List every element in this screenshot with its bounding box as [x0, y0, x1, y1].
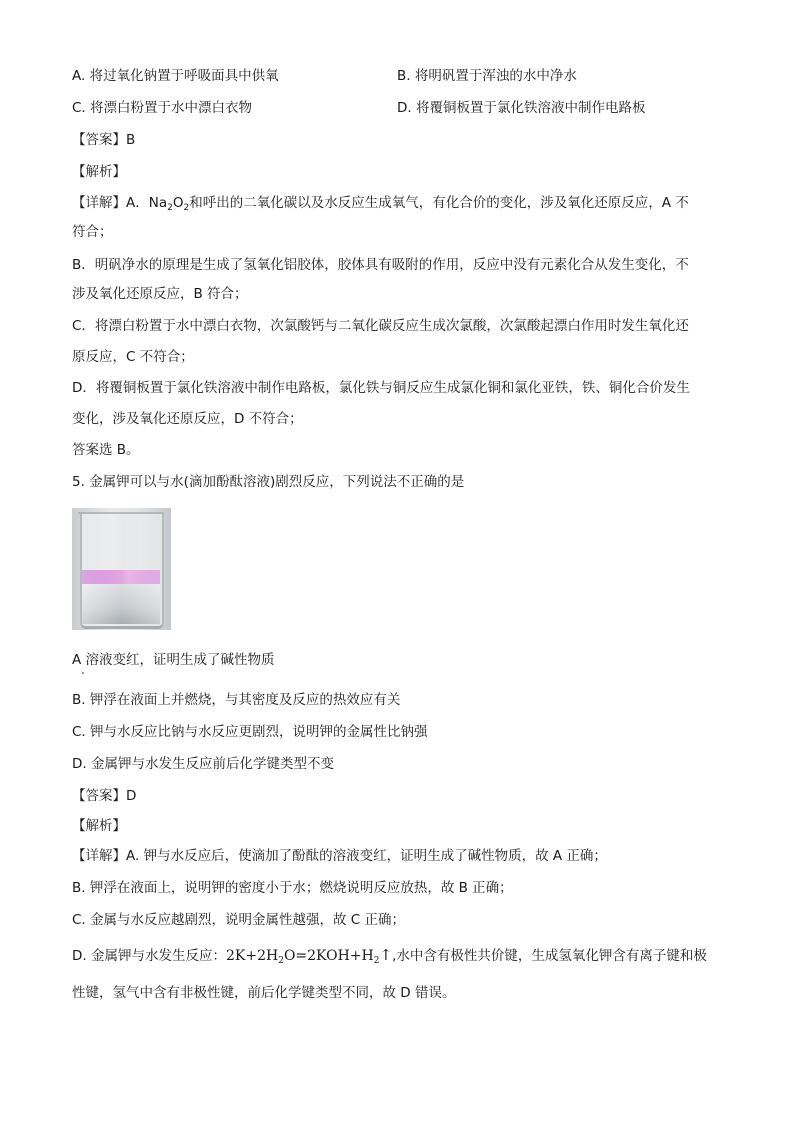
- beaker-photo: [72, 508, 171, 630]
- q5-detail-d-prefix: D. 金属钾与水发生反应：: [72, 948, 226, 964]
- eq-part2: O=2KOH+H: [283, 948, 374, 964]
- q5-detail-c: C. 金属与水反应越剧烈，说明金属性越强，故 C 正确；: [72, 912, 406, 928]
- q4-detail-b-line2: 涉及氧化还原反应，B 符合；: [72, 286, 248, 302]
- q4-detail-a-prefix: 【详解】A．Na: [72, 195, 168, 211]
- q4-option-a: A. 将过氧化钠置于呼吸面具中供氧: [72, 68, 279, 84]
- q4-conclusion: 答案选 B。: [72, 442, 140, 458]
- q5-option-b: B. 钾浮在液面上并燃烧，与其密度及反应的热效应有关: [72, 692, 401, 708]
- q4-detail-a: [72, 193, 689, 213]
- q5-detail-a: 【详解】A. 钾与水反应后，使滴加了酚酞的溶液变红，证明生成了碱性物质，故 A 正确；: [72, 848, 607, 864]
- q5-stem: 5. 金属钾可以与水(滴加酚酞溶液)剧烈反应，下列说法不正确的是: [72, 474, 465, 490]
- q5-option-c: C. 钾与水反应比钠与水反应更剧烈，说明钾的金属性比钠强: [72, 724, 428, 740]
- q4-option-b: B. 将明矾置于浑浊的水中净水: [397, 68, 577, 84]
- q5-option-d: D. 金属钾与水发生反应前后化学键类型不变: [72, 756, 334, 772]
- gas-arrow-icon: ↑: [379, 946, 393, 964]
- q4-detail-d-line1: D．将覆铜板置于氯化铁溶液中制作电路板，氯化铁与铜反应生成氯化铜和氯化亚铁，铁、铜化合价发生: [72, 380, 690, 396]
- q4-detail-c-line1: C．将漂白粉置于水中漂白衣物，次氯酸钙与二氧化碳反应生成次氯酸，次氯酸起漂白作用时发生氧化还: [72, 318, 689, 334]
- q4-analysis-label: 【解析】: [72, 164, 126, 180]
- q4-detail-d-line2: 变化，涉及氧化还原反应，D 不符合；: [72, 411, 303, 427]
- reaction-equation: [226, 948, 392, 964]
- q4-detail-a-rest: 和呼出的二氧化碳以及水反应生成氧气，有化合价的变化，涉及氧化还原反应，A 不: [189, 195, 689, 211]
- q5-detail-d-line2: 性键，氢气中含有非极性键，前后化学键类型不同，故 D 错误。: [72, 985, 456, 1001]
- q4-detail-a-sub2: 2: [183, 203, 190, 213]
- eq-sub2: 2: [373, 956, 380, 966]
- q5-option-a: A 溶液变红，证明生成了碱性物质: [72, 652, 275, 668]
- q4-detail-a-sub1: 2: [167, 203, 173, 213]
- q4-detail-a-line2: 符合；: [72, 224, 113, 240]
- q4-answer: 【答案】B: [72, 132, 136, 148]
- q5-detail-d-rest: ,水中含有极性共价键，生成氢氧化钾含有离子键和极: [392, 948, 707, 964]
- eq-part1: 2K+2H: [225, 948, 279, 964]
- q5-detail-d: [72, 945, 707, 966]
- q4-detail-a-mid: O: [172, 195, 184, 211]
- q5-detail-b: B. 钾浮在液面上，说明钾的密度小于水；燃烧说明反应放热，故 B 正确；: [72, 880, 513, 896]
- q4-detail-c-line2: 原反应，C 不符合；: [72, 349, 194, 365]
- q4-option-d: D. 将覆铜板置于氯化铁溶液中制作电路板: [397, 100, 646, 116]
- eq-sub1: 2: [278, 956, 284, 966]
- stray-dot: [82, 672, 84, 674]
- q4-detail-b-line1: B．明矾净水的原理是生成了氢氧化铝胶体，胶体具有吸附的作用，反应中没有元素化合从发生变化，不: [72, 257, 689, 273]
- q5-answer: 【答案】D: [72, 788, 137, 804]
- q4-option-c: C. 将漂白粉置于水中漂白衣物: [72, 100, 253, 116]
- q5-analysis-label: 【解析】: [72, 818, 126, 834]
